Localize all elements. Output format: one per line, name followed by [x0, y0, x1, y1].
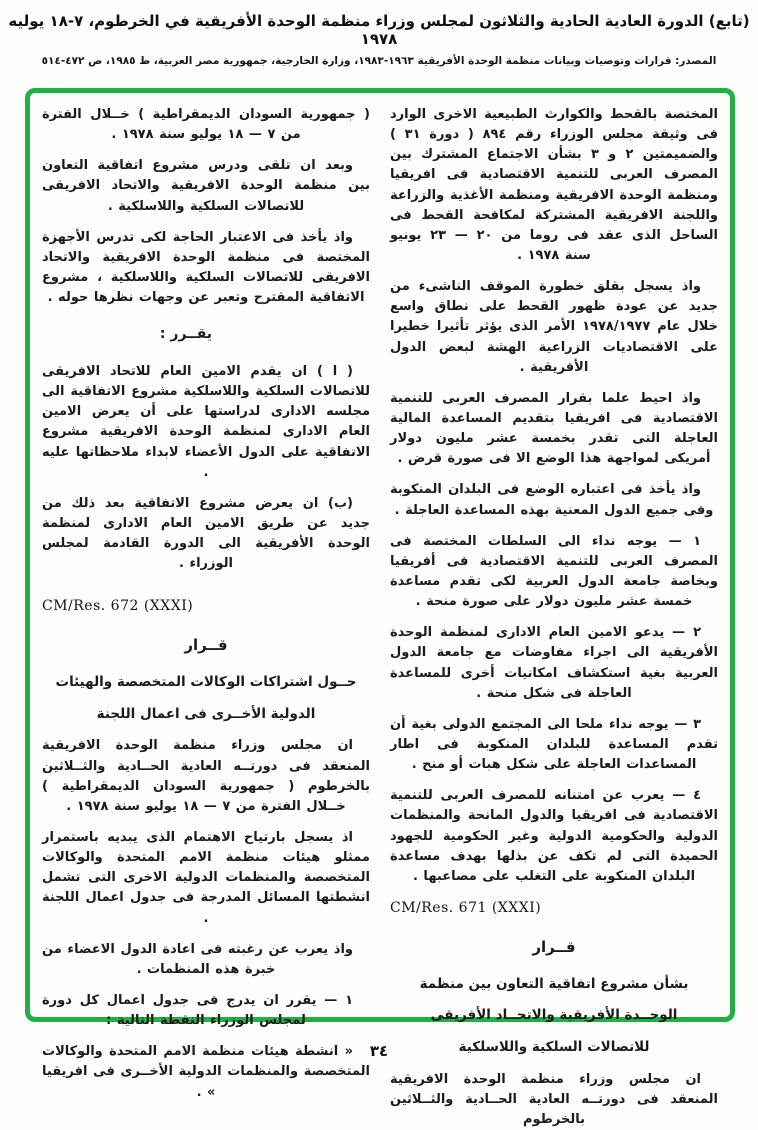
paragraph: واذ يأخذ فى اعتباره الوضع فى البلدان المنكوبة وفى جميع الدول المعنية بهذه المساعدة العاجلة . [390, 482, 714, 518]
numbered-clause: ٣ — يوجه نداء ملحا الى المجتمع الدولى بغية أن تقدم المساعدة للبلدان المنكوبة فى اطار المساعدات العاجلة على شكل هبات أو منح . [390, 716, 718, 773]
column-left [42, 105, 370, 1100]
numbered-clause: ١ — يوجه نداء الى السلطات المختصة فى المصرف العربى للتنمية الاقتصادية فى أفريقيا وبخاصة جامعة الدول العربية لكى تقدم مساعدة خمسة عشر مليون دولار على صورة منحة . [390, 533, 718, 610]
resolution-title-line: الدولية الأخــرى فى اعمال اللجنة [96, 705, 316, 722]
numbered-clause: ٤ — يعرب عن امتنانه للمصرف العربى للتنمية الاقتصادية فى افريقيا والدول المانحة والمنظمات الدولية والحكومية الدولية وغير الحكومية للجهود الحميدة التى لم تكف عن بذلها بهدف مساعدة البلدان المنكوبة على التغلب على مصاعبها . [390, 788, 718, 884]
page-number: ٣٤ [369, 1042, 389, 1060]
lettered-clause: ( ا ) ان يقدم الامين العام للاتحاد الافريقى للاتصالات السلكية واللاسلكية مشروع الاتفاقية الى مجلسه الادارى لدراستها على أن يعرض الامين العام الادارى لمنظمة الوحدة الافريقية مشروع الاتفاقية على الدول الأعضاء لابداء ملاحظاتها عليه . [42, 363, 370, 480]
paragraph: ان مجلس وزراء منظمة الوحدة الافريقية المنعقد فى دورتــه العادية الحــادية والثــلاثين بالخرطوم ( جمهورية السودان الديمقراطية ) خــلال الفترة من ٧ — ١٨ يوليو سنة ١٩٧٨ . [42, 738, 370, 814]
paragraph: اذ يسجل بارتياح الاهتمام الذى يبديه باستمرار ممثلو هيئات منظمة الامم المتحدة والوكالات المتخصصة والمنظمات الدولية الاخرى التى تشمل انشطتها المسائل المدرجة فى جدول اعمال اللجنة . [42, 829, 370, 926]
decides-heading: يقــرر : [159, 326, 213, 343]
column-right [390, 105, 718, 1127]
paragraph: واذ يأخذ فى الاعتبار الحاجة لكى تدرس الأجهزة المختصة فى منظمة الوحدة الافريقية والاتحاد الافريقى للاتصالات السلكية واللاسلكية ، مشروع الاتفاقية المقترح وتعبر عن وجهات نظرها حوله . [42, 229, 370, 306]
quoted-agenda-item: « انشطة هيئات منظمة الامم المتحدة والوكالات المتخصصة والمنظمات الدولية الأخــرى فى افريقيا » . [42, 1044, 370, 1100]
numbered-clause: ١ — يقرر ان يدرج فى جدول اعمال كل دورة لمجلس الوزراء النقطة التالية : [42, 992, 353, 1029]
paragraph: واذ يعرب عن رغبته فى اعادة الدول الاعضاء من خبرة هذه المنظمات . [42, 941, 353, 977]
source-line: المصدر: قرارات وتوصيات وبيانات منظمة الوحدة الأفريقية ١٩٦٣-١٩٨٣، وزارة الخارجية، جمهورية مصر العربية، ط ١٩٨٥، ص ٤٧٢-٥١٤ [41, 55, 717, 67]
decree-heading: قــرار [184, 636, 228, 655]
paragraph: واذ احيط علما بقرار المصرف العربى للتنمية الاقتصادية فى افريقيا بتقديم المساعدة المالية العاجلة التى تقدر بخمسة عشر مليون دولار أمريكى لمواجهة هذا الوضع الا فى صورة قرض . [390, 390, 718, 467]
paragraph: المختصة بالقحط والكوارث الطبيعية الاخرى الوارد فى وثيقة مجلس الوزراء رقم ٨٩٤ ( دورة ٣١ ) والضميمتين ٢ و ٣ بشأن الاجتماع المشترك بين المصرف العربى للتنمية الاقتصادية فى افريقيا ومنظمة الوحدة الافريقية ومنظمة الأغذية والزراعة واللجنة الافريقية المشتركة لمكافحة القحط فى الساحل الذى عقد فى روما من ٢٠ — ٢٣ يونيو سنة ١٩٧٨ . [390, 107, 718, 263]
paragraph: وبعد ان تلقى ودرس مشروع اتفاقية التعاون بين منظمة الوحدة الافريقية والاتحاد الافريقى للاتصالات السلكية واللاسلكية . [42, 158, 370, 214]
resolution-ref: CM/Res. 672 (XXXI) [42, 598, 194, 615]
numbered-clause: ٢ — يدعو الامين العام الادارى لمنظمة الوحدة الأفريقية الى اجراء مفاوضات مع جامعة الدول العربية بغية استكشاف امكانيات أخرى للمساعدة العاجلة فى شكل منحة . [390, 625, 718, 701]
paragraph: واذ يسجل بقلق خطورة الموقف الناشىء من جديد عن عودة ظهور القحط على نطاق واسع خلال عام ١٩٧٨/١٩٧٧ الأمر الذى يؤثر تأثيرا خطيرا على الاقتصاديات الزراعية الهشة لبعض الدول الأفريقية . [390, 279, 718, 375]
session-title: (تابع) الدورة العادية الحادية والثلاثون لمجلس وزراء منظمة الوحدة الأفريقية في الخرطوم، ٧-١٨ يوليه ١٩٧٨ [8, 12, 750, 48]
decree-heading: قــرار [532, 937, 576, 956]
resolution-title-line: بشأن مشروع اتفاقية التعاون بين منظمة [419, 975, 689, 992]
paragraph: ( جمهورية السودان الديمقراطية ) خــلال الفترة من ٧ — ١٨ يوليو سنة ١٩٧٨ . [42, 107, 370, 143]
resolution-title-line: حــول اشتراكات الوكالات المتخصصة والهيئات [55, 674, 357, 691]
page-header [0, 12, 758, 67]
resolution-title-line: الوحــدة الأفريقية والاتحــاد الأفريقى [430, 1007, 678, 1024]
lettered-clause: (ب) ان يعرض مشروع الاتفاقية بعد ذلك من جديد عن طريق الامين العام الادارى لمنظمة الوحدة الأفريقية الى الدورة القادمة لمجلس الوزراء . [42, 495, 370, 572]
paragraph: ان مجلس وزراء منظمة الوحدة الافريقية المنعقد فى دورتــه العادية الحــادية والثــلاثين بالخرطوم [390, 1071, 718, 1127]
resolution-title-line: للاتصالات السلكية واللاسلكية [458, 1038, 650, 1055]
resolution-ref: CM/Res. 671 (XXXI) [390, 899, 542, 916]
